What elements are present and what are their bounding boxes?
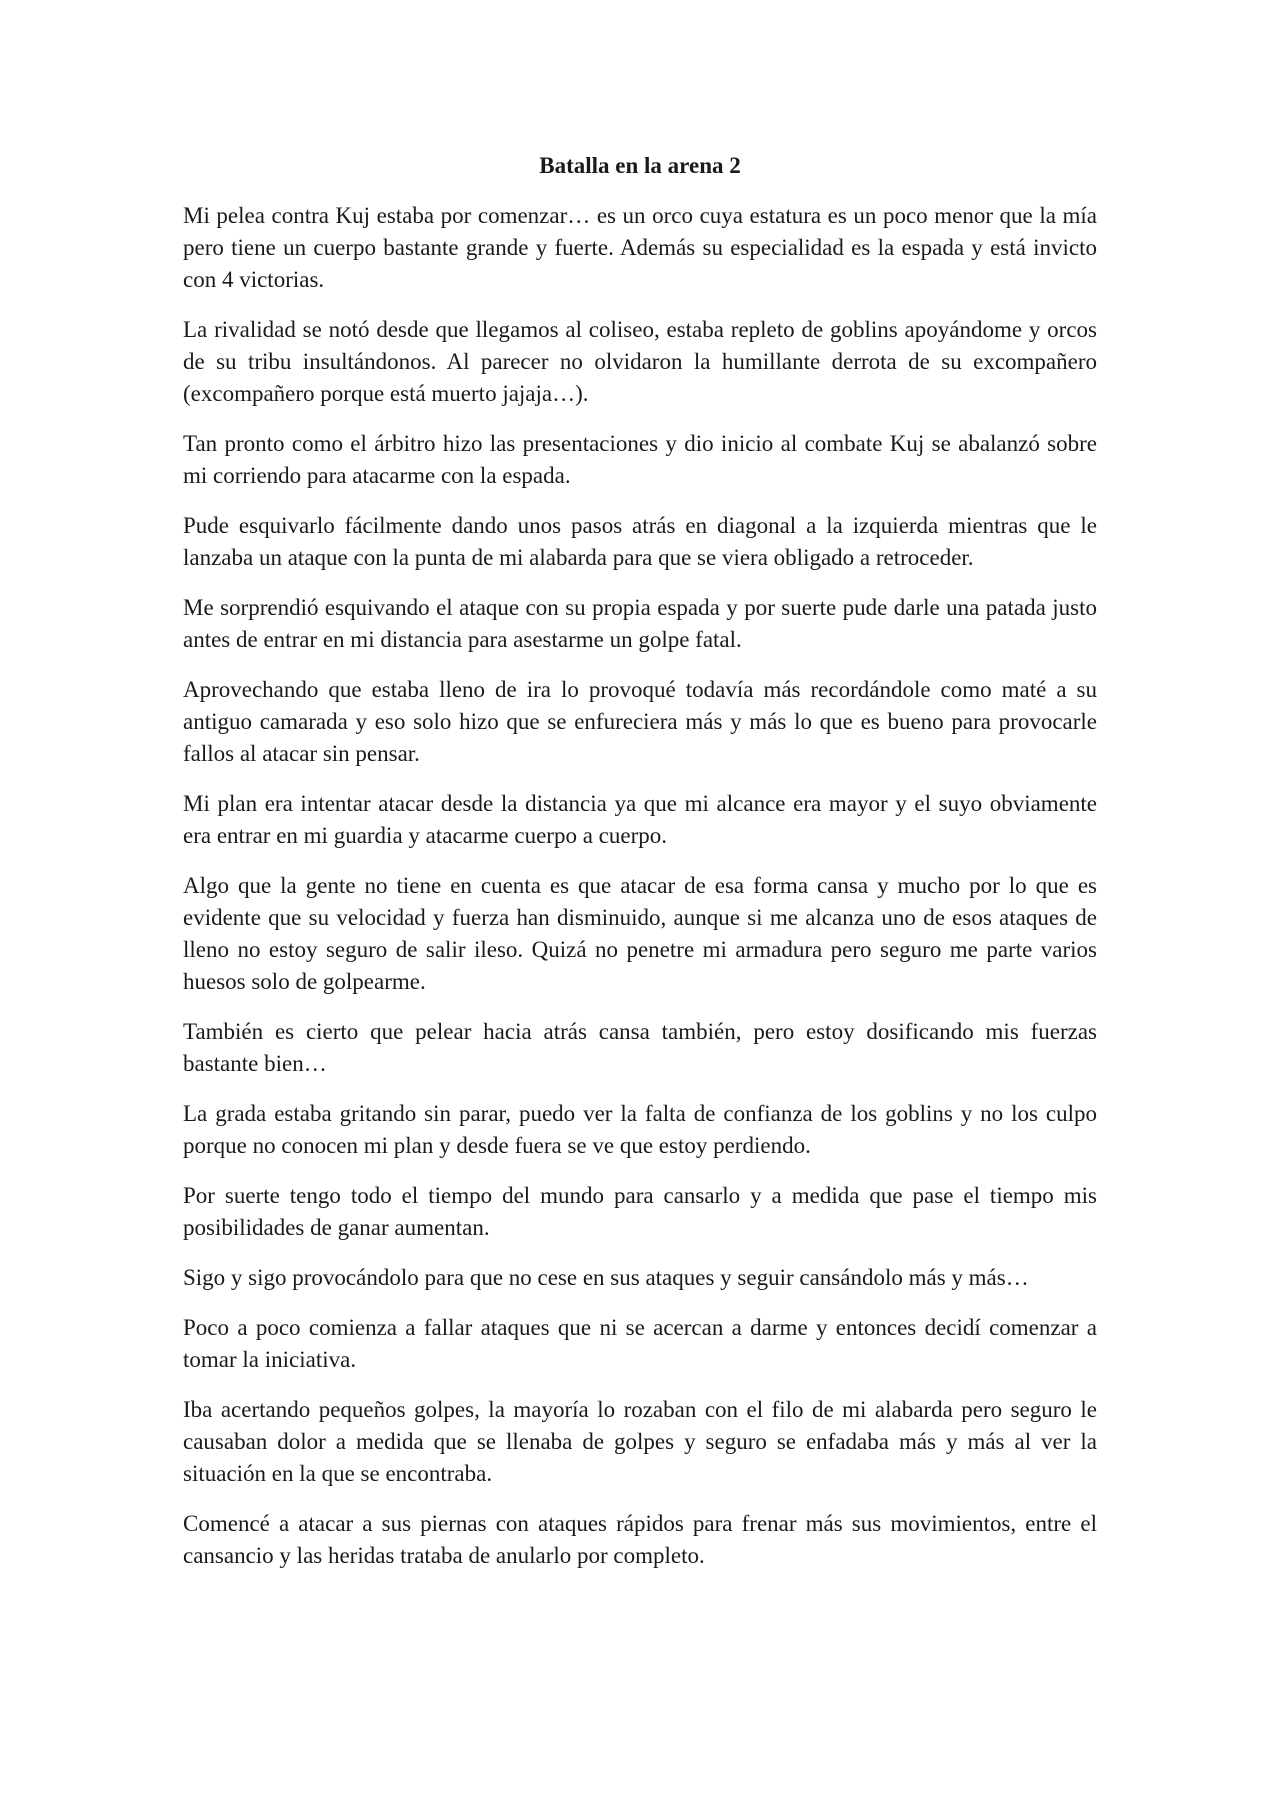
paragraph: La grada estaba gritando sin parar, puedo ver la falta de confianza de los goblins y no los culpo porque no conocen mi plan y desde fuera se ve que estoy perdiendo. — [183, 1101, 1097, 1158]
document-title: Batalla en la arena 2 — [539, 153, 741, 178]
paragraph: También es cierto que pelear hacia atrás cansa también, pero estoy dosificando mis fuerzas bastante bien… — [183, 1019, 1097, 1076]
paragraph: Mi plan era intentar atacar desde la distancia ya que mi alcance era mayor y el suyo obviamente era entrar en mi guardia y atacarme cuerpo a cuerpo. — [183, 791, 1097, 848]
paragraph: Pude esquivarlo fácilmente dando unos pasos atrás en diagonal a la izquierda mientras que le lanzaba un ataque con la punta de mi alabarda para que se viera obligado a retroceder. — [183, 513, 1097, 570]
paragraph: Comencé a atacar a sus piernas con ataques rápidos para frenar más sus movimientos, entre el cansancio y las heridas trataba de anularlo por completo. — [183, 1511, 1097, 1568]
paragraph: Sigo y sigo provocándolo para que no cese en sus ataques y seguir cansándolo más y más… — [183, 1265, 1029, 1290]
paragraph: Tan pronto como el árbitro hizo las presentaciones y dio inicio al combate Kuj se abalanzó sobre mi corriendo para atacarme con la espada. — [183, 431, 1097, 488]
paragraph: Poco a poco comienza a fallar ataques que ni se acercan a darme y entonces decidí comenzar a tomar la iniciativa. — [183, 1315, 1097, 1372]
paragraph: Por suerte tengo todo el tiempo del mundo para cansarlo y a medida que pase el tiempo mis posibilidades de ganar aumentan. — [183, 1183, 1097, 1240]
paragraph: Me sorprendió esquivando el ataque con su propia espada y por suerte pude darle una patada justo antes de entrar en mi distancia para asestarme un golpe fatal. — [183, 595, 1097, 652]
paragraph: Algo que la gente no tiene en cuenta es que atacar de esa forma cansa y mucho por lo que es evidente que su velocidad y fuerza han disminuido, aunque si me alcanza uno de esos ataques de lleno no estoy seguro de salir ileso. Quizá no penetre mi armadura pero seguro me parte varios huesos solo de golpearme. — [183, 873, 1097, 994]
paragraph: Aprovechando que estaba lleno de ira lo provoqué todavía más recordándole como maté a su antiguo camarada y eso solo hizo que se enfureciera más y más lo que es bueno para provocarle fallos al atacar sin pensar. — [183, 677, 1097, 766]
document-body — [183, 150, 1097, 1590]
paragraph: La rivalidad se notó desde que llegamos al coliseo, estaba repleto de goblins apoyándome y orcos de su tribu insultándonos. Al parecer no olvidaron la humillante derrota de su excompañero (excompañero porque está muerto jajaja…). — [183, 317, 1097, 406]
paragraph: Iba acertando pequeños golpes, la mayoría lo rozaban con el filo de mi alabarda pero seguro le causaban dolor a medida que se llenaba de golpes y seguro se enfadaba más y más al ver la situación en la que se encontraba. — [183, 1397, 1097, 1486]
paragraph: Mi pelea contra Kuj estaba por comenzar… es un orco cuya estatura es un poco menor que la mía pero tiene un cuerpo bastante grande y fuerte. Además su especialidad es la espada y está invicto con 4 victorias. — [183, 203, 1097, 292]
